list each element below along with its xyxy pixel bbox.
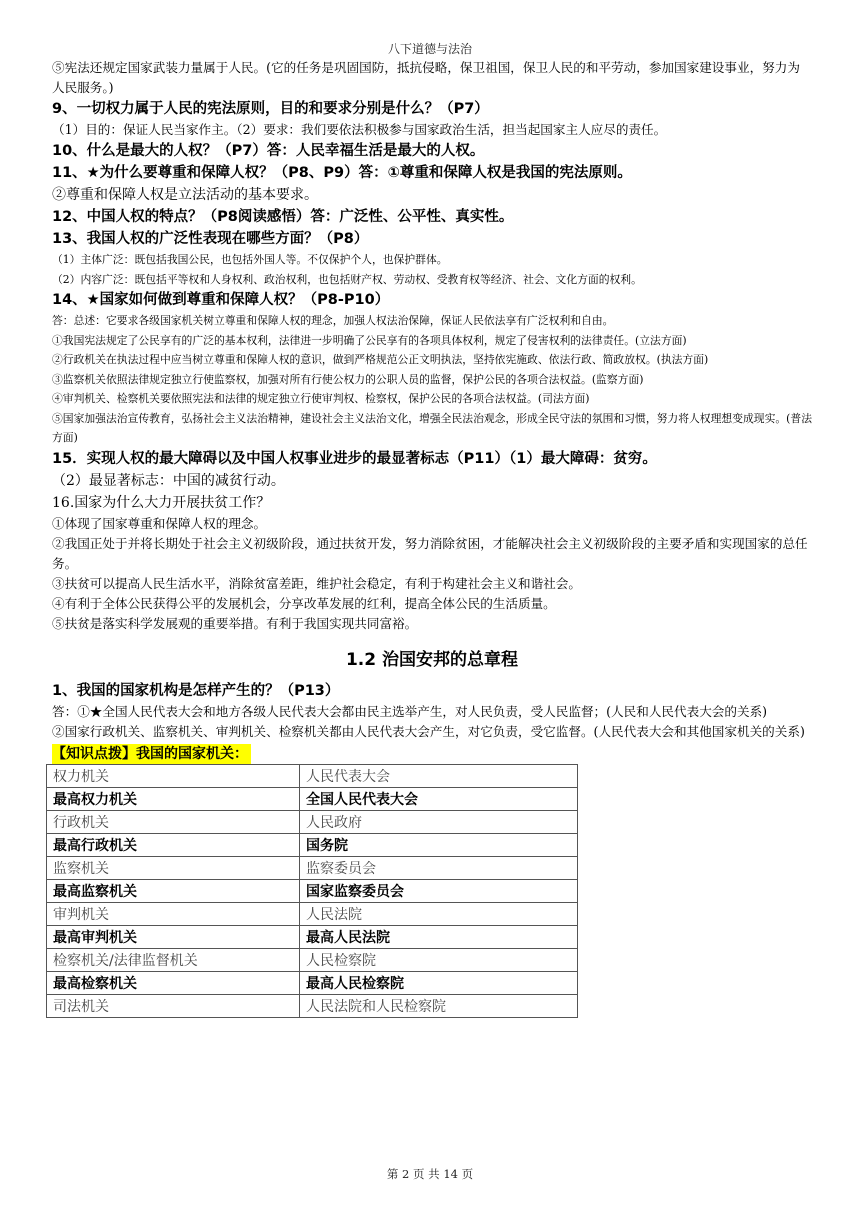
page-content	[52, 58, 812, 1018]
page-footer: 第 2 页 共 14 页	[386, 1167, 474, 1181]
answer-text: 答：总述：它要求各级国家机关树立尊重和保障人权的理念，加强人权法治保障，保证人民依法享有广泛权利和自由。	[52, 314, 614, 327]
qa-list	[52, 58, 812, 634]
organ-name-cell: 最高人民法院	[300, 925, 578, 948]
question-heading: 9、一切权力属于人民的宪法原则，目的和要求分别是什么？（P7）	[52, 101, 489, 117]
organ-name-cell: 监察委员会	[300, 856, 578, 879]
question-heading: 14、★国家如何做到尊重和保障人权？（P8-P10）	[52, 292, 390, 308]
state-organs-table	[46, 764, 578, 1018]
answer-text: （2）最显著标志：中国的减贫行动。	[52, 472, 285, 489]
answer-text: ①体现了国家尊重和保障人权的理念。	[52, 515, 267, 531]
organ-category-cell: 行政机关	[47, 810, 300, 833]
answer-text: ③监察机关依照法律规定独立行使监察权，加强对所有行使公权力的公职人员的监督，保护公民的各项合法权益。(监察方面)	[52, 372, 644, 386]
organ-name-cell: 人民法院	[300, 902, 578, 925]
organ-category-cell: 最高检察机关	[47, 971, 300, 994]
organ-name-cell: 人民代表大会	[300, 764, 578, 787]
organ-category-cell: 最高行政机关	[47, 833, 300, 856]
section-title: 1.2 治国安邦的总章程	[345, 649, 519, 670]
organ-category-cell: 最高审判机关	[47, 925, 300, 948]
question-heading: 15．实现人权的最大障碍以及中国人权事业进步的最显著标志（P11）（1）最大障碍：贫穷。	[52, 450, 657, 467]
table-row	[47, 925, 578, 948]
table-row	[47, 787, 578, 810]
question-heading: 11、★为什么要尊重和保障人权？（P8、P9）答：①尊重和保障人权是我国的宪法原则。	[52, 165, 632, 181]
highlight-block	[52, 742, 812, 764]
answer-text: ⑤国家加强法治宣传教育，弘扬社会主义法治精神，建设社会主义法治文化，增强全民法治观念，形成全民守法的氛围和习惯，努力将人权理想变成现实。(普法方面)	[52, 411, 812, 444]
table-row	[47, 902, 578, 925]
answer-text: （2）内容广泛：既包括平等权和人身权利、政治权利，也包括财产权、劳动权、受教育权等经济、社会、文化方面的权利。	[52, 272, 642, 286]
answer-text: ⑤宪法还规定国家武装力量属于人民。(它的任务是巩固国防，抵抗侵略，保卫祖国，保卫人民的和平劳动，参加国家建设事业，努力为人民服务。)	[52, 60, 800, 95]
answer-text: ②尊重和保障人权是立法活动的基本要求。	[52, 187, 318, 203]
organ-name-cell: 国家监察委员会	[300, 879, 578, 902]
answer-text: ③扶贫可以提高人民生活水平，消除贫富差距，维护社会稳定，有利于构建社会主义和谐社会。	[52, 575, 581, 591]
organ-category-cell: 权力机关	[47, 764, 300, 787]
table-row	[47, 833, 578, 856]
organ-category-cell: 检察机关/法律监督机关	[47, 948, 300, 971]
table-row	[47, 994, 578, 1017]
answer-text: 答：①★全国人民代表大会和地方各级人民代表大会都由民主选举产生，对人民负责，受人民监督；(人民和人民代表大会的关系)	[52, 703, 768, 719]
organ-name-cell: 最高人民检察院	[300, 971, 578, 994]
organ-category-cell: 司法机关	[47, 994, 300, 1017]
table-row	[47, 810, 578, 833]
answer-text: ②我国正处于并将长期处于社会主义初级阶段，通过扶贫开发，努力消除贫困，才能解决社会主义初级阶段的主要矛盾和实现国家的总任务。	[52, 535, 808, 571]
organ-name-cell: 国务院	[300, 833, 578, 856]
answer-text: ①我国宪法规定了公民享有的广泛的基本权利，法律进一步明确了公民享有的各项具体权利，规定了侵害权利的法律责任。(立法方面)	[52, 333, 687, 347]
answer-text: ②行政机关在执法过程中应当树立尊重和保障人权的意识，做到严格规范公正文明执法，坚持依宪施政、依法行政、简政放权。(执法方面)	[52, 353, 709, 366]
answer-text: ④有利于全体公民获得公平的发展机会，分享改革发展的红利，提高全体公民的生活质量。	[52, 595, 556, 611]
table-row	[47, 856, 578, 879]
answer-text: ②国家行政机关、监察机关、审判机关、检察机关都由人民代表大会产生，对它负责，受它监督。(人民代表大会和其他国家机关的关系)	[52, 723, 805, 739]
organ-name-cell: 人民政府	[300, 810, 578, 833]
question-heading: 12、中国人权的特点？（P8阅读感悟）答：广泛性、公平性、真实性。	[52, 209, 514, 225]
question-heading: 10、什么是最大的人权？（P7）答：人民幸福生活是最大的人权。	[52, 143, 485, 159]
page-header: 八下道德与法治	[387, 42, 472, 56]
question-heading: 1、我国的国家机构是怎样产生的？（P13）	[52, 682, 340, 699]
answer-text: ⑤扶贫是落实科学发展观的重要举措。有利于我国实现共同富裕。	[52, 615, 418, 631]
table-row	[47, 971, 578, 994]
question-heading: 13、我国人权的广泛性表现在哪些方面？（P8）	[52, 231, 369, 247]
qa-list-section-2	[52, 680, 812, 742]
knowledge-tip-label: 【知识点拨】我国的国家机关：	[52, 744, 251, 764]
answer-text: （1）主体广泛：既包括我国公民，也包括外国人等。不仅保护个人，也保护群体。	[52, 253, 448, 266]
table-row	[47, 948, 578, 971]
answer-text: （1）目的：保证人民当家作主。（2）要求：我们要依法积极参与国家政治生活，担当起国家主人应尽的责任。	[52, 122, 667, 137]
table-row	[47, 879, 578, 902]
organ-name-cell: 人民法院和人民检察院	[300, 994, 578, 1017]
answer-text: ④审判机关、检察机关要依照宪法和法律的规定独立行使审判权、检察权，保护公民的各项合法权益。(司法方面)	[52, 392, 590, 405]
organ-category-cell: 最高监察机关	[47, 879, 300, 902]
organ-category-cell: 监察机关	[47, 856, 300, 879]
organ-name-cell: 人民检察院	[300, 948, 578, 971]
organ-category-cell: 审判机关	[47, 902, 300, 925]
organ-category-cell: 最高权力机关	[47, 787, 300, 810]
table-row	[47, 764, 578, 787]
organ-name-cell: 全国人民代表大会	[300, 787, 578, 810]
answer-text: 16.国家为什么大力开展扶贫工作？	[52, 494, 271, 511]
